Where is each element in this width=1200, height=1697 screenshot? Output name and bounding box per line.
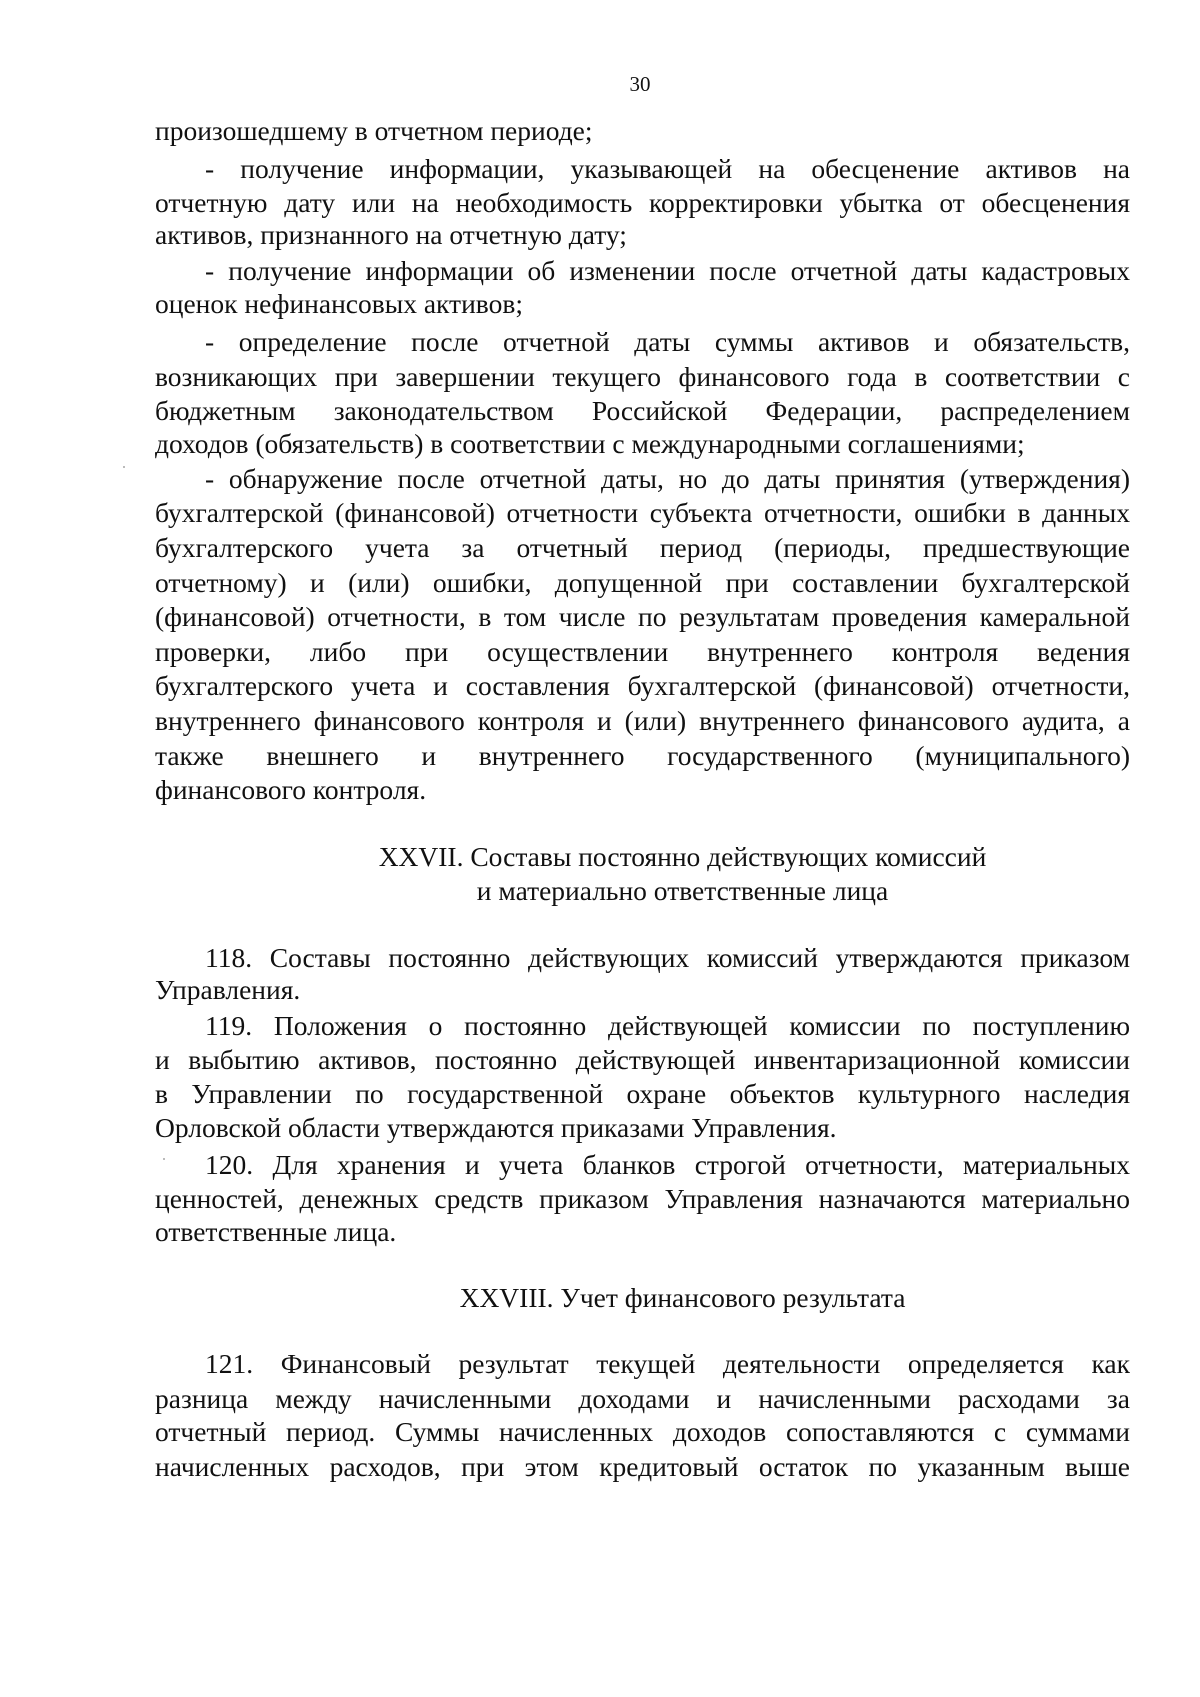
text-line: возникающих при завершении текущего финансового года в соответствии с xyxy=(155,361,1130,392)
paragraph-line: начисленных расходов, при этом кредитовый остаток по указанным выше xyxy=(155,1451,1130,1482)
text-line: отчетную дату или на необходимость корректировки убытка от обесценения xyxy=(155,187,1130,218)
paragraph-line: Орловской области утверждаются приказами Управления. xyxy=(155,1112,837,1143)
page-number: 30 xyxy=(629,72,651,96)
paragraph-line: в Управлении по государственной охране объектов культурного наследия xyxy=(155,1078,1130,1109)
paragraph-line: 119. Положения о постоянно действующей комиссии по поступлению xyxy=(205,1010,1130,1041)
text-line: оценок нефинансовых активов; xyxy=(155,288,523,319)
scan-speck xyxy=(163,1158,165,1160)
text-line: проверки, либо при осуществлении внутреннего контроля ведения xyxy=(155,636,1130,667)
text-line: бюджетным законодательством Российской Федерации, распределением xyxy=(155,395,1130,426)
text-line: (финансовой) отчетности, в том числе по результатам проведения камеральной xyxy=(155,601,1130,632)
text-line: финансового контроля. xyxy=(155,774,427,805)
text-line: доходов (обязательств) в соответствии с международными соглашениями; xyxy=(155,428,1025,459)
paragraph-line: Управления. xyxy=(155,974,301,1005)
section-heading: XXVIII. Учет финансового результата xyxy=(459,1282,906,1313)
scan-speck xyxy=(123,466,125,468)
text-line: бухгалтерского учета и составления бухгалтерской (финансовой) отчетности, xyxy=(155,670,1130,701)
list-item: - обнаружение после отчетной даты, но до даты принятия (утверждения) xyxy=(205,463,1130,494)
text-line: бухгалтерской (финансовой) отчетности субъекта отчетности, ошибки в данных xyxy=(155,497,1130,528)
section-heading: и материально ответственные лица xyxy=(476,875,889,906)
text-line: бухгалтерского учета за отчетный период (периоды, предшествующие xyxy=(155,532,1130,563)
paragraph-line: ценностей, денежных средств приказом Управления назначаются материально xyxy=(155,1183,1130,1214)
text-line: отчетному) и (или) ошибки, допущенной при составлении бухгалтерской xyxy=(155,567,1130,598)
paragraph-line: и выбытию активов, постоянно действующей инвентаризационной комиссии xyxy=(155,1044,1130,1075)
paragraph-line: ответственные лица. xyxy=(155,1216,397,1247)
paragraph-line: 121. Финансовый результат текущей деятельности определяется как xyxy=(205,1348,1130,1379)
text-line: активов, признанного на отчетную дату; xyxy=(155,219,627,250)
list-item: - получение информации об изменении после отчетной даты кадастровых xyxy=(205,255,1130,286)
text-line: внутреннего финансового контроля и (или) внутреннего финансового аудита, а xyxy=(155,705,1130,736)
text-line: также внешнего и внутреннего государственного (муниципального) xyxy=(155,740,1130,771)
section-heading: XXVII. Составы постоянно действующих комиссий xyxy=(378,841,987,872)
list-item: - получение информации, указывающей на обесценение активов на xyxy=(205,153,1130,184)
paragraph-line: отчетный период. Суммы начисленных доходов сопоставляются с суммами xyxy=(155,1416,1130,1447)
paragraph-line: разница между начисленными доходами и начисленными расходами за xyxy=(155,1383,1130,1414)
list-item: - определение после отчетной даты суммы активов и обязательств, xyxy=(205,326,1130,357)
text-line: произошедшему в отчетном периоде; xyxy=(155,115,593,146)
paragraph-line: 118. Составы постоянно действующих комиссий утверждаются приказом xyxy=(205,942,1130,973)
paragraph-line: 120. Для хранения и учета бланков строгой отчетности, материальных xyxy=(205,1149,1130,1180)
